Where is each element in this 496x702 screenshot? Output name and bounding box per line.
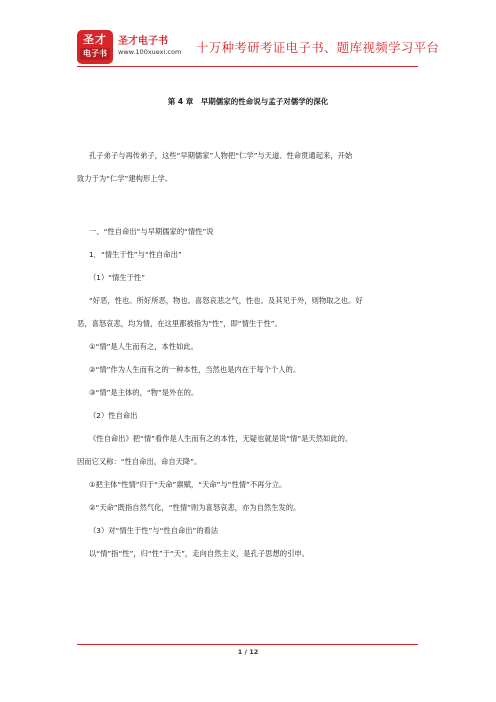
page-number: 1 / 12 [237,648,259,656]
list-item: ①“情”是人生而有之，本性如此。 [89,342,198,351]
chapter-title: 第 4 章 早期儒家的性命说与孟子对儒学的深化 [167,97,329,106]
section-heading: 一、“性自命出”与早期儒家的“情性”说 [89,227,214,236]
item-heading-1: （1）“情生于性” [89,273,145,282]
paragraph-quote-line1: “好恶，性也。所好所恶，物也。喜怒哀悲之气，性也。及其见于外，则物取之也。好 [89,296,363,305]
logo-text-bottom: 电子书 [80,48,110,60]
footer-divider [77,644,418,645]
header-divider [77,66,418,67]
brand-url[interactable]: www.100xuexi.com [118,48,182,56]
paragraph-intro-line1: 孔子弟子与再传弟子，这些“早期儒家”人物把“仁学”与天道、性命贯通起来，开始 [89,151,353,160]
item-heading-2: （2）性自命出 [89,411,138,420]
list-item: ①把主体“性情”归于“天命”禀赋，“天命”与“性情”不再分立。 [89,480,287,489]
header-slogan: 十万种考研考证电子书、题库视频学习平台 [196,40,440,55]
item-heading-3: （3）对“情生于性”与“性自命出”的看法 [89,526,219,535]
paragraph-conclusion: 以“情”指“性”，归“性”于“天”，走向自然主义，是孔子思想的引申。 [89,549,309,558]
logo-text-top: 圣才 [83,33,107,46]
list-item: ②“情”作为人生而有之的一种本性，当然也是内在于每个个人的。 [89,365,301,374]
page-header [0,0,496,80]
paragraph-xzmc-line1: 《性自命出》把“情”看作是人生而有之的本性，无疑也就是说“情”是天然如此的。 [89,434,353,443]
paragraph-intro-line2: 致力于为“仁学”建构形上学。 [77,174,173,183]
list-item: ②“天命”既指自然气化，“性情”则为喜怒哀悲，亦为自然生发的。 [89,503,301,512]
list-item: ③“情”是主体的，“物”是外在的。 [89,388,199,397]
subsection-heading: 1．“情生于性”与“性自命出” [89,250,182,259]
brand-logo [77,30,113,64]
paragraph-xzmc-line2: 因而它又称：“性自命出，命自天降”。 [77,457,202,466]
brand-name: 圣才电子书 [118,36,168,47]
paragraph-quote-line2: 恶，喜怒哀悲，均为情，在这里都被指为“性”，即“情生于性”。 [77,319,282,328]
